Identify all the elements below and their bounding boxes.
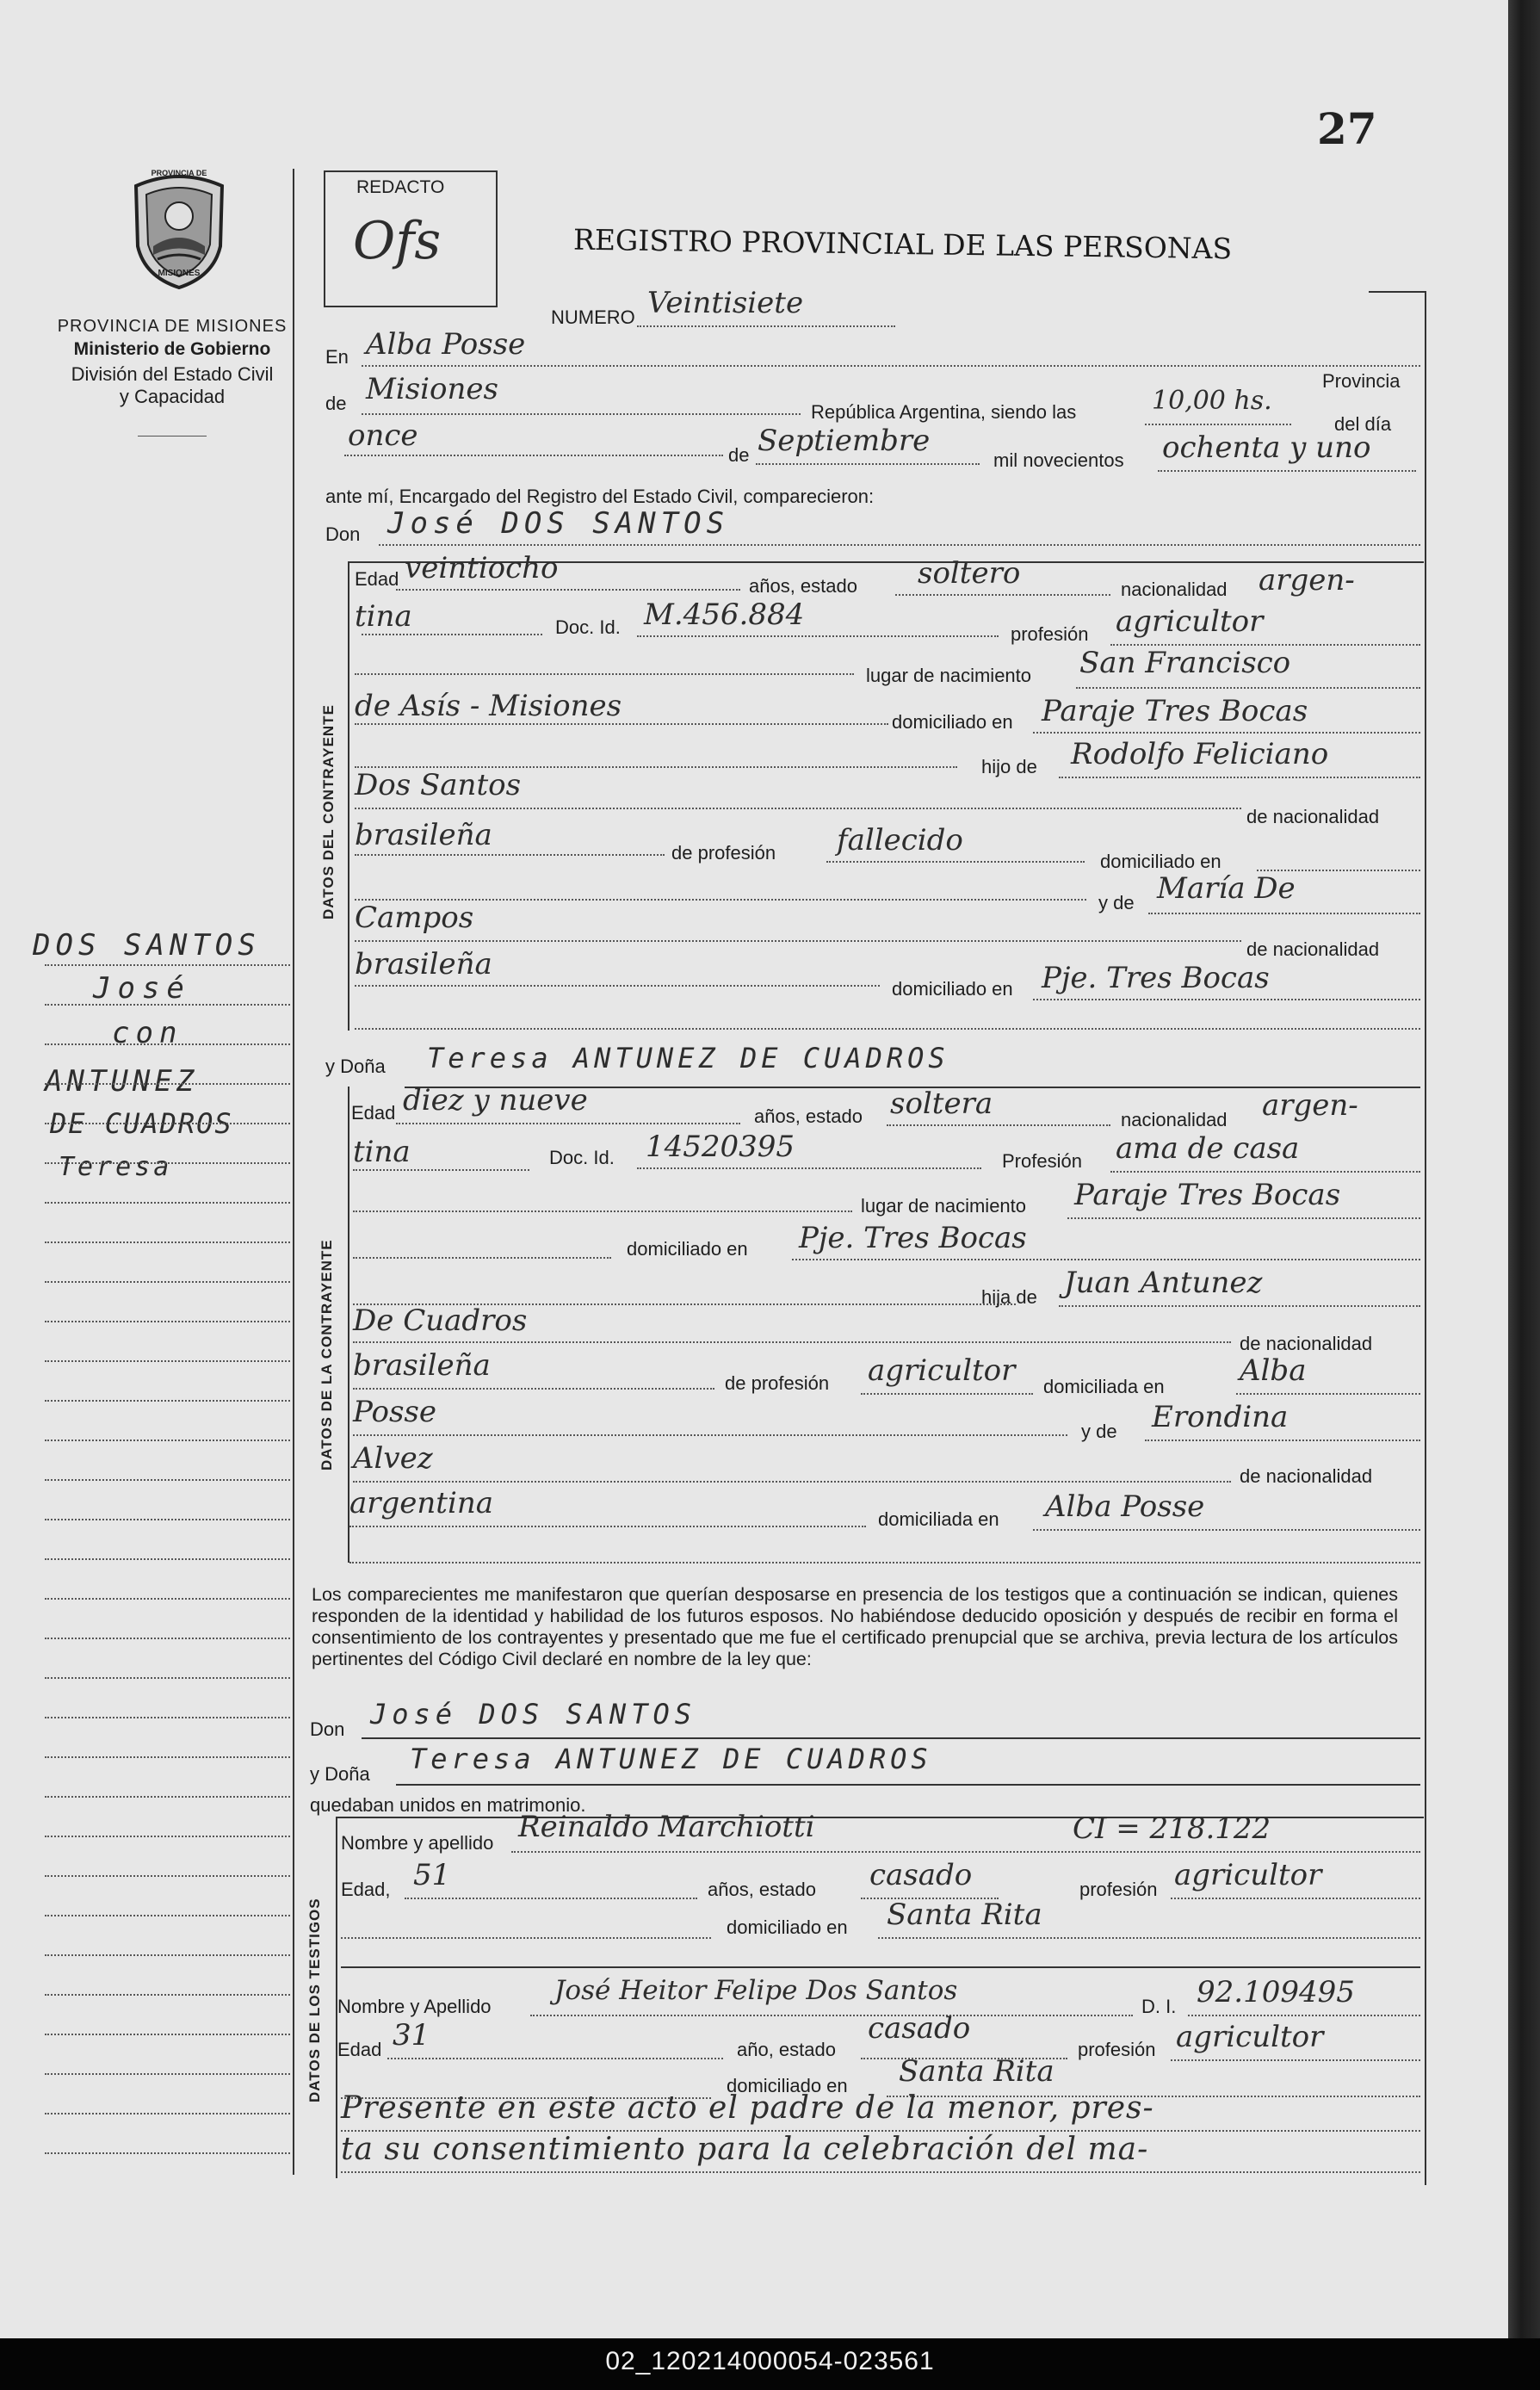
decl-dona-label: y Doña — [310, 1763, 370, 1785]
f-anos-estado-label: años, estado — [754, 1105, 863, 1127]
c-hijo-label: hijo de — [981, 756, 1037, 777]
c-domicilio-value: Paraje Tres Bocas — [1042, 694, 1308, 728]
margin-ruled-line — [45, 1994, 290, 1996]
f-madre-nacionalidad: argentina — [349, 1486, 494, 1520]
c-lugar-label: lugar de nacimiento — [866, 665, 1032, 686]
c-domiciliado-label2: domiciliado en — [1100, 851, 1221, 872]
c-padre-1: Rodolfo Feliciano — [1071, 737, 1329, 771]
t2-estado-value: casado — [868, 2011, 971, 2046]
t1-domicilio-value: Santa Rita — [887, 1898, 1042, 1932]
margin-ruled-line — [45, 2073, 290, 2075]
margin-note-line5: DE CUADROS — [50, 1107, 233, 1140]
t1-nombre-value: Reinaldo Marchiotti — [518, 1810, 815, 1844]
margin-ruled-line — [45, 1677, 290, 1679]
margin-ruled-line — [45, 1083, 290, 1085]
left-column-border — [293, 169, 294, 2175]
document-title: REGISTRO PROVINCIAL DE LAS PERSONAS — [572, 222, 1233, 266]
t2-edad-label: Edad — [337, 2039, 382, 2060]
f-estado-line — [887, 1124, 1110, 1126]
margin-ruled-line — [45, 964, 290, 966]
c-padre-nacionalidad: brasileña — [355, 818, 492, 852]
t1-domicilio-line — [878, 1937, 1420, 1939]
f-edad-value: diez y nueve — [403, 1083, 588, 1118]
t2-di-label: D. I. — [1141, 1996, 1177, 2017]
f-nacionalidad-1: argen- — [1262, 1088, 1358, 1123]
margin-ruled-line — [45, 1717, 290, 1718]
f-nacionalidad-label: nacionalidad — [1121, 1109, 1228, 1130]
t1-edad-line — [405, 1898, 697, 1899]
margin-ruled-line — [45, 1241, 290, 1243]
margin-ruled-line — [45, 1004, 290, 1006]
margin-ruled-line — [45, 2034, 290, 2035]
margin-ruled-line — [45, 2113, 290, 2114]
margin-ruled-line — [45, 1796, 290, 1798]
f-profesion-label: Profesión — [1002, 1150, 1082, 1172]
mes-line — [756, 463, 980, 465]
c-anos-estado-label: años, estado — [749, 575, 857, 597]
f-blank-line2 — [353, 1257, 611, 1259]
division-name: División del Estado Civil — [71, 363, 274, 385]
ministry-name: Ministerio de Gobierno — [73, 339, 271, 359]
decl-don-line — [362, 1737, 1420, 1739]
f-blank-line — [353, 1210, 852, 1212]
margin-ruled-line — [45, 1875, 290, 1877]
margin-ruled-line — [45, 1123, 290, 1124]
t2-di-value: 92.109495 — [1197, 1975, 1355, 2009]
margin-ruled-line — [45, 1558, 290, 1560]
f-domiciliada-label2: domiciliada en — [878, 1508, 999, 1530]
t2-nombre-line — [530, 2015, 1133, 2016]
unidos-label: quedaban unidos en matrimonio. — [310, 1794, 586, 1816]
t2-edad-value: 31 — [393, 2018, 430, 2053]
c-padre-nac-line — [355, 854, 665, 856]
c-doc-value: M.456.884 — [644, 598, 805, 632]
f-padre-1: Juan Antunez — [1064, 1266, 1263, 1300]
c-lugar-2: de Asís - Misiones — [355, 689, 622, 723]
margin-ruled-line — [45, 1519, 290, 1520]
observacion-line1: Presente en este acto el padre de la menor, pres- — [341, 2090, 1154, 2126]
f-profesion-line — [1110, 1171, 1420, 1173]
margin-ruled-line — [45, 1360, 290, 1362]
f-lugar-label: lugar de nacimiento — [861, 1195, 1027, 1217]
f-padre2-line — [353, 1341, 1231, 1343]
dia-line — [344, 455, 723, 456]
page-number: 27 — [1317, 103, 1377, 154]
contrayenta-section-label: DATOS DE LA CONTRAYENTE — [319, 1239, 335, 1471]
margin-note-line2: José — [93, 971, 191, 1006]
t2-nombre-label: Nombre y Apellido — [337, 1996, 492, 2017]
decl-don-value: José DOS SANTOS — [370, 1698, 696, 1731]
c-padre-line — [1059, 777, 1420, 778]
de-line — [362, 413, 801, 415]
f-madre-1: Erondina — [1152, 1400, 1289, 1434]
c-padre-profesion: fallecido — [837, 823, 963, 858]
margin-ruled-line — [45, 1321, 290, 1322]
redacto-label: REDACTO — [356, 177, 445, 197]
margin-ruled-line — [45, 1202, 290, 1204]
c-lugar-1: San Francisco — [1079, 646, 1291, 680]
mes-value: Septiembre — [758, 424, 931, 458]
f-doc-line — [637, 1167, 981, 1169]
f-madre-domicilio: Alba Posse — [1045, 1489, 1205, 1524]
c-doc-line — [637, 635, 999, 637]
dona-value: Teresa ANTUNEZ DE CUADROS — [427, 1042, 949, 1074]
t1-profesion-label: profesión — [1079, 1879, 1158, 1900]
f-madre-2: Alvez — [353, 1441, 433, 1476]
f-padre-2: De Cuadros — [353, 1303, 528, 1338]
t1-anos-estado-label: años, estado — [708, 1879, 816, 1900]
t1-separator — [341, 1966, 1420, 1968]
numero-label: NUMERO — [551, 306, 635, 328]
t2-anos-estado-label: año, estado — [737, 2039, 836, 2060]
t2-profesion-label: profesión — [1078, 2039, 1156, 2060]
capacity-name: y Capacidad — [119, 386, 226, 407]
margin-ruled-line — [45, 2152, 290, 2154]
en-line — [362, 365, 1420, 367]
f-de-nacionalidad-label2: de nacionalidad — [1240, 1465, 1373, 1487]
t1-nombre-label: Nombre y apellido — [341, 1832, 494, 1854]
margin-note-line4: ANTUNEZ — [45, 1064, 199, 1099]
del-dia-label: del día — [1334, 413, 1392, 435]
f-madre2-line — [353, 1481, 1231, 1483]
c-estado-value: soltero — [918, 556, 1021, 591]
ante-mi-label: ante mí, Encargado del Registro del Estado Civil, comparecieron: — [325, 486, 875, 507]
province-name: PROVINCIA DE MISIONES — [57, 317, 288, 336]
margin-ruled-line — [45, 1836, 290, 1837]
form-top-border — [1369, 291, 1426, 293]
f-padre-dom-line — [1236, 1393, 1420, 1395]
f-madre-nac-line — [349, 1526, 866, 1527]
f-hija-label: hija de — [981, 1286, 1037, 1308]
f-y-de-label: y de — [1081, 1421, 1117, 1442]
f-de-nacionalidad-label: de nacionalidad — [1240, 1333, 1373, 1354]
en-value: Alba Posse — [366, 327, 526, 362]
c-de-nacionalidad-label: de nacionalidad — [1246, 806, 1380, 827]
f-padre-line — [1059, 1305, 1420, 1307]
c-madre2-line — [355, 940, 1241, 942]
testigos-section-label: DATOS DE LOS TESTIGOS — [306, 1898, 323, 2102]
f-edad-line — [396, 1123, 740, 1124]
c-madre-nacionalidad: brasileña — [355, 947, 492, 981]
t1-profesion-line — [1171, 1898, 1420, 1899]
provincia-label: Provincia — [1322, 370, 1401, 392]
don-line — [379, 544, 1420, 546]
decl-don-label: Don — [310, 1718, 345, 1740]
c-profesion-value: agricultor — [1116, 604, 1264, 639]
f-padre-dom2-line — [353, 1434, 1067, 1436]
f-edad-label: Edad — [351, 1102, 396, 1124]
margin-ruled-line — [45, 1756, 290, 1758]
t1-nombre-line — [511, 1851, 1420, 1853]
c-edad-line — [396, 589, 740, 591]
f-domicilio-line — [792, 1259, 1420, 1260]
f-blank-line4 — [349, 1562, 1420, 1563]
t2-edad-line — [387, 2058, 723, 2059]
mil-label: mil novecientos — [993, 449, 1124, 471]
obs2-line — [341, 2171, 1420, 2173]
binding-spine — [1508, 0, 1540, 2338]
c-domiciliado-label3: domiciliado en — [892, 978, 1013, 1000]
redacto-initials: Ofs — [353, 211, 442, 271]
c-lugar-line — [1076, 687, 1420, 689]
margin-note-line6: Teresa — [59, 1152, 173, 1182]
de2-label: de — [728, 444, 750, 466]
republica-label: República Argentina, siendo las — [811, 401, 1077, 423]
file-name: 02_120214000054-023561 — [605, 2347, 935, 2375]
c-madre-2: Campos — [355, 901, 474, 935]
c-edad-label: Edad — [355, 568, 399, 590]
margin-ruled-line — [45, 1598, 290, 1600]
f-madre-dom-line — [1033, 1529, 1420, 1531]
f-lugar-line — [1067, 1217, 1420, 1219]
f-lugar-value: Paraje Tres Bocas — [1074, 1178, 1341, 1212]
margin-ruled-line — [45, 1440, 290, 1441]
f-doc-value: 14520395 — [646, 1130, 795, 1164]
f-madre-line — [1145, 1440, 1420, 1441]
c-padre-2: Dos Santos — [355, 768, 522, 802]
dona-label: y Doña — [325, 1056, 386, 1077]
t2-nombre-value: José Heitor Felipe Dos Santos — [554, 1975, 958, 2006]
anio-value: ochenta y uno — [1162, 430, 1371, 465]
f-profesion-value: ama de casa — [1116, 1131, 1300, 1166]
t2-di-line — [1188, 2015, 1420, 2016]
t2-profesion-line — [1171, 2059, 1420, 2061]
f-doc-label: Doc. Id. — [549, 1147, 615, 1168]
t1-estado-value: casado — [869, 1858, 973, 1892]
hora-value: 10,00 hs. — [1152, 386, 1272, 416]
f-padre-nacionalidad: brasileña — [353, 1348, 491, 1383]
t1-domiciliado-label: domiciliado en — [727, 1916, 848, 1938]
c-madre-domicilio: Pje. Tres Bocas — [1042, 961, 1270, 995]
c-de-nacionalidad-label2: de nacionalidad — [1246, 938, 1380, 960]
c-de-profesion-label: de profesión — [671, 842, 776, 864]
c-lugar2-line — [355, 723, 888, 725]
c-madre-nac-line — [355, 985, 880, 987]
contrayente-left-border — [348, 561, 349, 1031]
margin-note-line1: DOS SANTOS — [33, 928, 261, 963]
c-domiciliado-label: domiciliado en — [892, 711, 1013, 733]
seal-caption-top: PROVINCIA DE — [151, 169, 207, 177]
f-domiciliado-label: domiciliado en — [627, 1238, 748, 1260]
t2-domicilio-value: Santa Rita — [899, 2054, 1054, 2089]
t2-domiciliado-label: domiciliado en — [727, 2075, 848, 2096]
t1-blank-line — [341, 1937, 711, 1939]
t1-ci-value: CI = 218.122 — [1073, 1811, 1271, 1846]
margin-ruled-line — [45, 1281, 290, 1283]
c-madre-1: María De — [1157, 871, 1296, 906]
f-estado-value: soltera — [890, 1087, 993, 1121]
en-label: En — [325, 346, 349, 368]
contrayente-section-label: DATOS DEL CONTRAYENTE — [320, 704, 337, 919]
margin-ruled-line — [45, 1043, 290, 1045]
anio-line — [1158, 470, 1416, 472]
f-nacionalidad-2: tina — [353, 1135, 411, 1169]
margin-ruled-line — [45, 1638, 290, 1639]
observacion-line2: ta su consentimiento para la celebración del ma- — [341, 2132, 1149, 2167]
f-domicilio-value: Pje. Tres Bocas — [799, 1221, 1027, 1255]
header-rule — [138, 436, 207, 437]
f-padre-nac-line — [353, 1388, 714, 1390]
c-nacionalidad-1: argen- — [1259, 563, 1355, 598]
form-right-border — [1425, 291, 1426, 2185]
c-madre-line — [1148, 913, 1420, 914]
decl-dona-value: Teresa ANTUNEZ DE CUADROS — [410, 1743, 932, 1775]
f-padre-profesion: agricultor — [868, 1353, 1016, 1388]
margin-ruled-line — [45, 1954, 290, 1956]
c-edad-value: veintiocho — [405, 551, 559, 585]
c-domicilio-line — [1033, 732, 1420, 734]
declaration-paragraph: Los comparecientes me manifestaron que querían desposarse en presencia de los testigos que a continuación se indican, quienes responden de la identidad y habilidad de los futuros esposos. No habiéndose deducido oposición y después de recibir en forma el consentimiento de los contrayentes y presentado que me fue el certificado prenupcial que se archiva, previa lectura de los artículos pertinentes del Código Civil declaré en nombre de la ley que: — [312, 1584, 1398, 1669]
c-madre-dom-line — [1033, 999, 1420, 1000]
margin-note-line3: con — [112, 1016, 183, 1050]
c-y-de-label: y de — [1098, 892, 1135, 913]
c-estado-line — [895, 594, 1110, 596]
margin-ruled-line — [45, 1479, 290, 1481]
t2-profesion-value: agricultor — [1176, 2020, 1324, 2054]
dia-value: once — [348, 418, 418, 453]
numero-value: Veintisiete — [647, 286, 804, 320]
seal-caption-bottom: MISIONES — [158, 269, 201, 278]
c-profesion-label: profesión — [1011, 623, 1089, 645]
margin-ruled-line — [45, 1400, 290, 1402]
c-nacionalidad-2: tina — [355, 599, 412, 634]
margin-ruled-line — [45, 1162, 290, 1164]
c-padre-prof-line — [826, 861, 1085, 863]
c-nacionalidad-label: nacionalidad — [1121, 579, 1228, 600]
f-padre-prof-line — [861, 1393, 1033, 1395]
f-domiciliada-label: domiciliada en — [1043, 1376, 1165, 1397]
don-value: José DOS SANTOS — [387, 506, 730, 541]
t1-edad-value: 51 — [413, 1858, 451, 1892]
decl-dona-line — [396, 1784, 1420, 1786]
f-padre-domicilio-1: Alba — [1240, 1353, 1307, 1388]
margin-ruled-line — [45, 1915, 290, 1916]
t1-edad-label: Edad, — [341, 1879, 391, 1900]
de-label: de — [325, 393, 347, 414]
c-padre2-line — [355, 808, 1241, 809]
c-blank-line4 — [355, 1028, 1420, 1030]
don-label: Don — [325, 523, 361, 545]
c-blank-line — [355, 673, 854, 675]
f-nac2-line — [353, 1169, 529, 1171]
f-de-profesion-label: de profesión — [725, 1372, 830, 1394]
c-doc-label: Doc. Id. — [555, 616, 621, 638]
de-value: Misiones — [366, 372, 498, 406]
f-padre-domicilio-2: Posse — [353, 1395, 436, 1429]
numero-line — [637, 325, 895, 327]
c-nac2-line — [362, 634, 542, 635]
t1-profesion-value: agricultor — [1174, 1858, 1322, 1892]
hora-line — [1145, 424, 1291, 425]
